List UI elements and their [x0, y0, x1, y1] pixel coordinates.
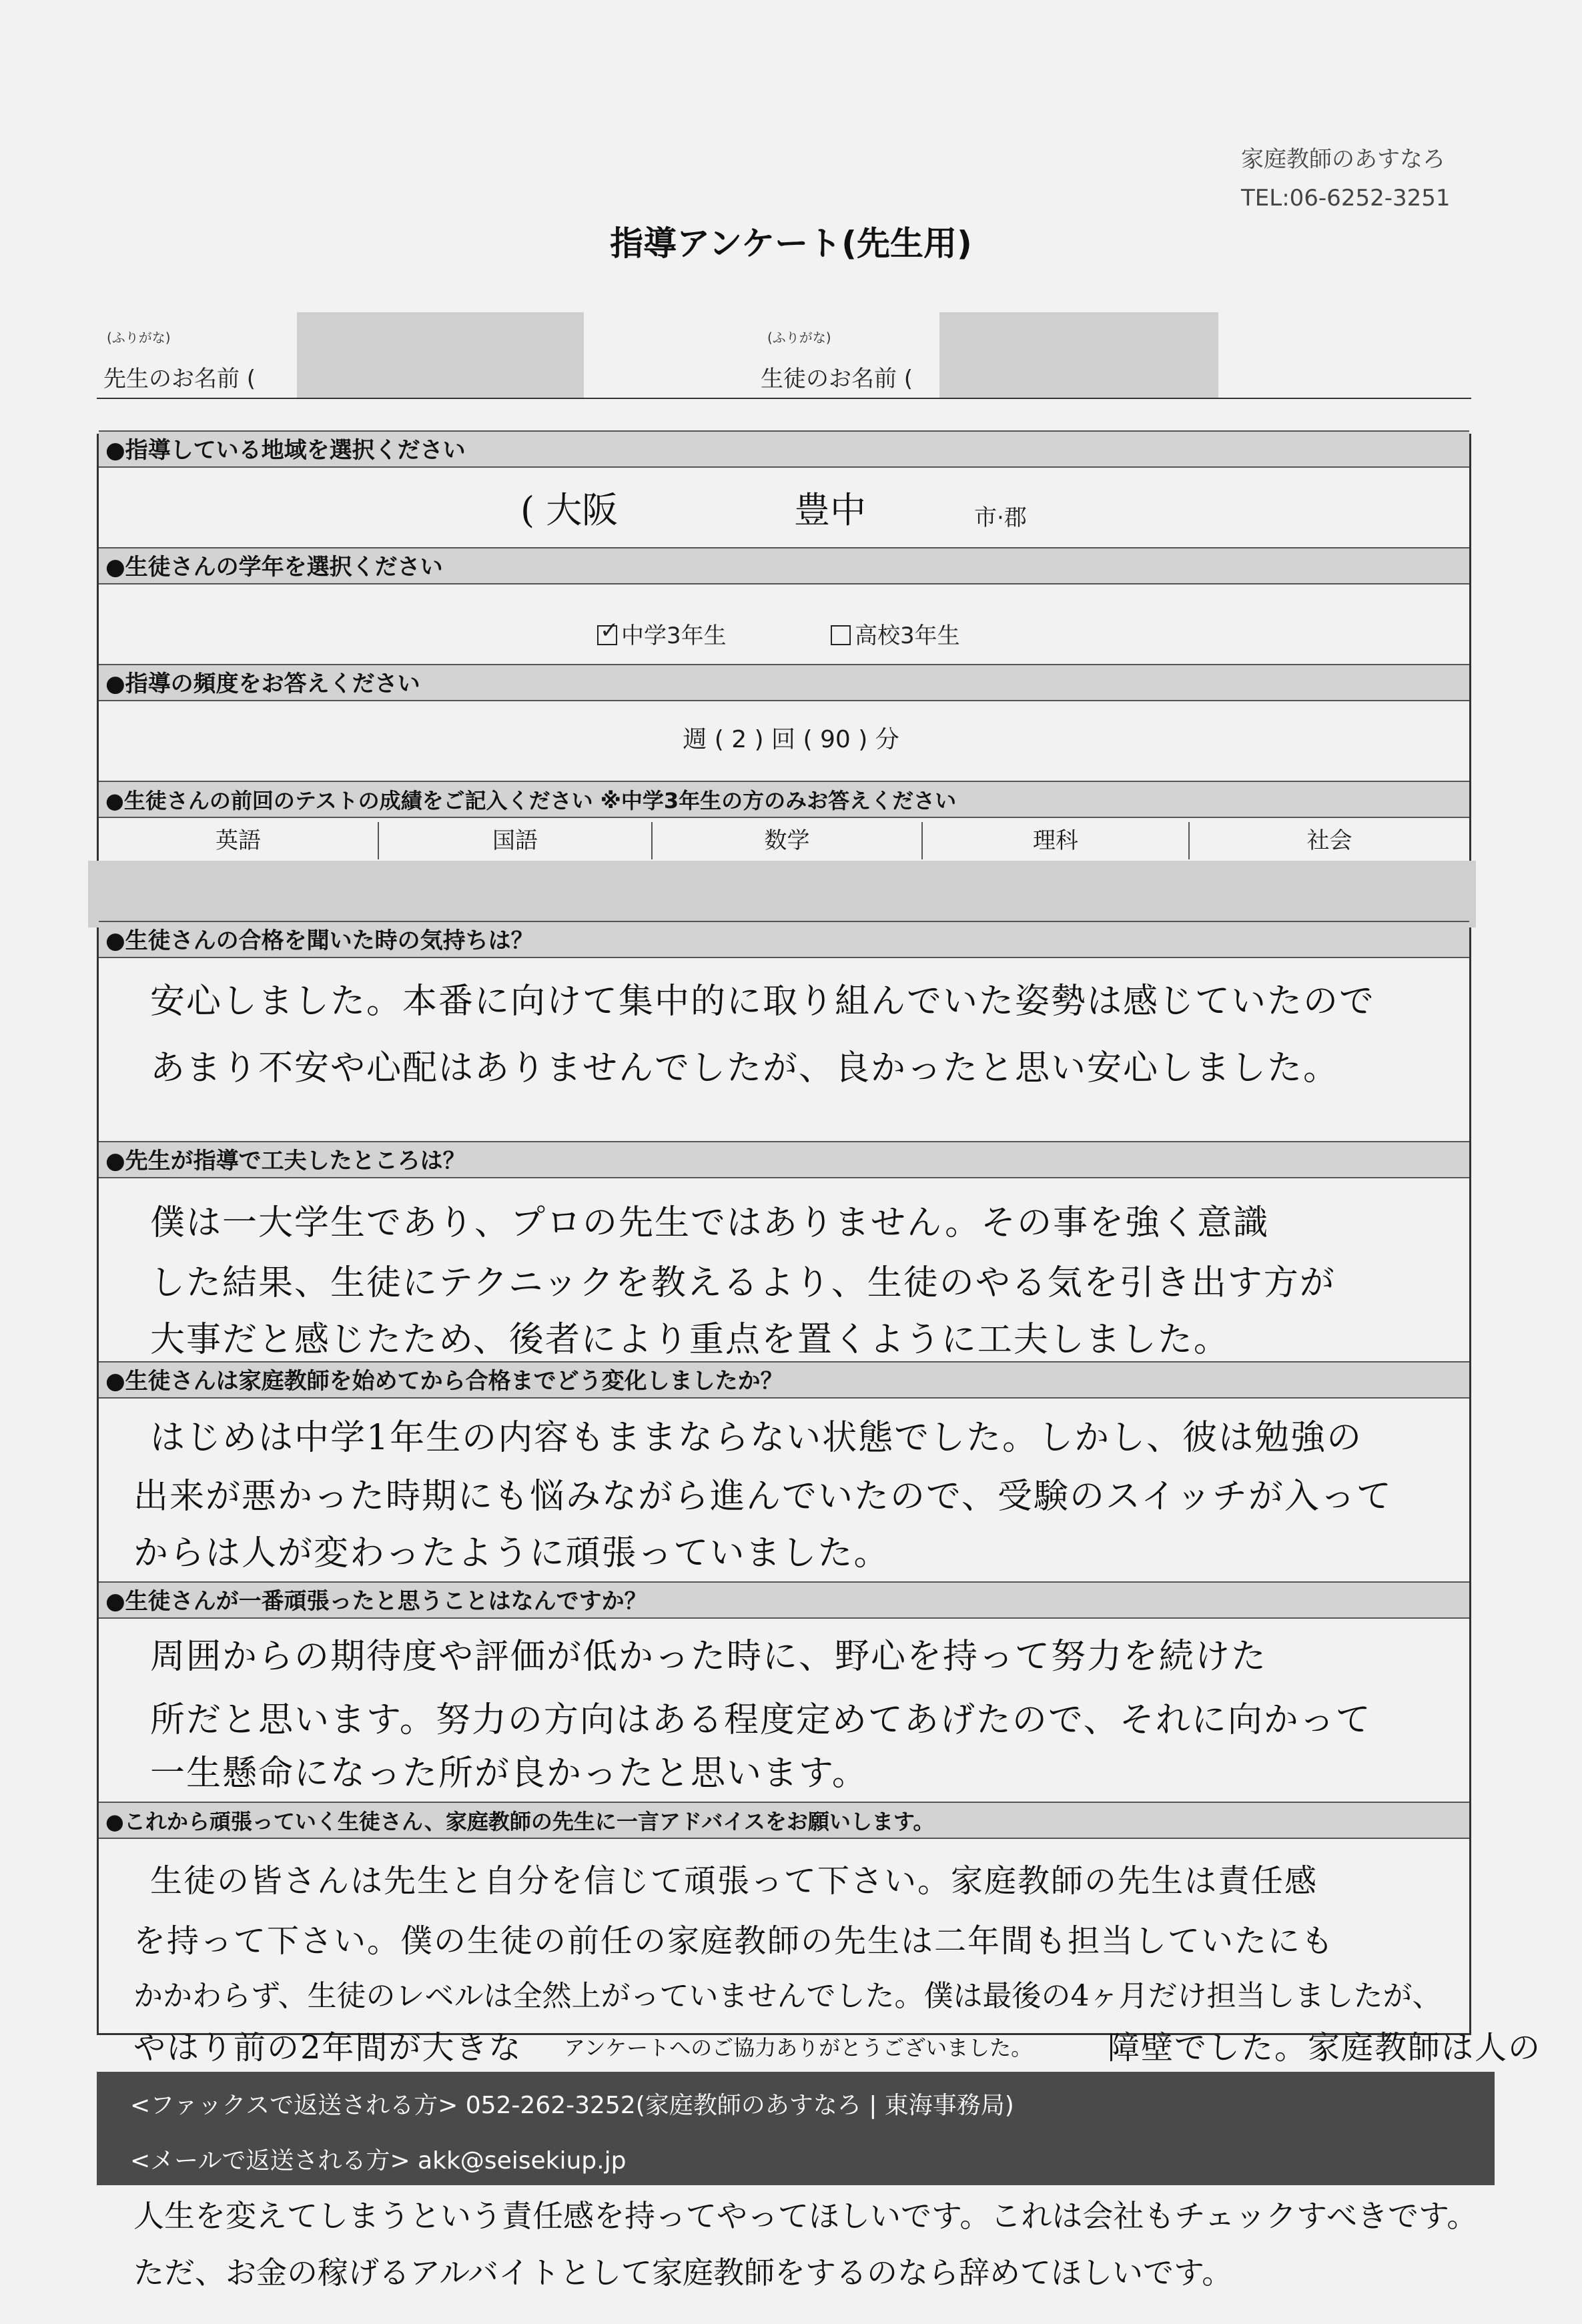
- advice-answer-line-2: を持って下さい。僕の生徒の前任の家庭教師の先生は二年間も担当していたにも: [133, 1922, 1335, 1960]
- advice-answer-line-3: かかわらず、生徒のレベルは全然上がっていませんでした。僕は最後の4ヶ月だけ担当しましたが、: [133, 1979, 1442, 2013]
- page-title: 指導アンケート(先生用): [610, 224, 972, 263]
- teacher-name-redacted: [297, 312, 584, 398]
- feeling-section-header: ●生徒さんの合格を聞いた時の気持ちは？: [99, 921, 1469, 958]
- best-answer-line-3: 一生懸命になった所が良かったと思います。: [150, 1754, 868, 1794]
- effort-answer-line-1: 僕は一大学生であり、プロの先生ではありません。その事を強く意識: [150, 1203, 1270, 1243]
- name-underline: [97, 398, 1471, 399]
- grade-option-jh3[interactable]: ✓中学3年生: [597, 617, 727, 650]
- student-furigana-label: (ふりがな): [767, 330, 831, 346]
- checkbox-checked-icon[interactable]: [597, 625, 617, 645]
- feeling-answer-line-1: 安心しました。本番に向けて集中的に取り組んでいた姿勢は感じていたので: [150, 982, 1376, 1022]
- change-answer-line-2: 出来が悪かった時期にも悩みながら進んでいたので、受験のスイッチが入って: [133, 1477, 1393, 1517]
- feeling-answer-line-2: あまり不安や心配はありませんでしたが、良かったと思い安心しました。: [150, 1048, 1340, 1088]
- checkbox-icon[interactable]: [831, 625, 851, 645]
- student-name-redacted: [939, 312, 1218, 398]
- best-section-header: ●生徒さんが一番頑張ったと思うことはなんですか？: [99, 1581, 1469, 1619]
- frequency-value: 週 ( 2 ) 回 ( 90 ) 分: [683, 726, 899, 753]
- area-city-value: 豊中: [794, 489, 866, 531]
- grade-section-header: ●生徒さんの学年を選択ください: [99, 547, 1469, 585]
- thanks-message: アンケートへのご協力ありがとうございました。: [564, 2035, 1033, 2060]
- student-name-label: 生徒のお名前 (: [761, 366, 913, 392]
- change-answer-line-1: はじめは中学1年生の内容もままならない状態でした。しかし、彼は勉強の: [150, 1418, 1363, 1458]
- advice-after-line-2: ただ、お金の稼げるアルバイトとして家庭教師をするのなら辞めてほしいです。: [133, 2255, 1233, 2291]
- teacher-furigana-label: (ふりがな): [107, 330, 171, 346]
- fax-info: <ファックスで返送される方> 052-262-3252(家庭教師のあすなろ | 東海事務局): [130, 2092, 1014, 2119]
- advice-answer-continued: 障壁でした。家庭教師は人の: [1108, 2029, 1542, 2066]
- change-section-header: ●生徒さんは家庭教師を始めてから合格までどう変化しましたか？: [99, 1361, 1469, 1399]
- subject-science: 理科: [923, 822, 1190, 859]
- advice-section-header: ●これから頑張っていく生徒さん、家庭教師の先生に一言アドバイスをお願いします。: [99, 1802, 1469, 1839]
- teacher-name-label: 先生のお名前 (: [103, 366, 256, 392]
- scores-redacted: [88, 861, 1476, 927]
- subject-social: 社会: [1306, 827, 1352, 854]
- frequency-section-header: ●指導の頻度をお答えください: [99, 664, 1469, 701]
- change-answer-line-3: からは人が変わったように頑張っていました。: [133, 1533, 890, 1573]
- effort-answer-line-3: 大事だと感じたため、後者により重点を置くように工夫しました。: [150, 1320, 1230, 1360]
- area-section-header: ●指導している地域を選択ください: [99, 430, 1469, 468]
- effort-section-header: ●先生が指導で工夫したところは？: [99, 1141, 1469, 1178]
- company-info: [1241, 140, 1451, 218]
- best-answer-line-1: 周囲からの期待度や評価が低かった時に、野心を持って努力を続けた: [150, 1637, 1268, 1677]
- email-info: <メールで返送される方> akk@seisekiup.jp: [130, 2147, 627, 2175]
- advice-answer-line-1: 生徒の皆さんは先生と自分を信じて頑張って下さい。家庭教師の先生は責任感: [150, 1862, 1318, 1900]
- advice-answer-line-4: やはり前の2年間が大きな: [133, 2029, 522, 2066]
- area-city-suffix: 市·郡: [974, 504, 1027, 531]
- area-prefecture-value: ( 大阪: [520, 489, 619, 531]
- company-tel: TEL:06-6252-3251: [1241, 185, 1451, 212]
- best-answer-line-2: 所だと思います。努力の方向はある程度定めてあげたので、それに向かって: [150, 1700, 1372, 1740]
- advice-after-line-1: 人生を変えてしまうという責任感を持ってやってほしいです。これは会社もチェックすべきです。: [133, 2198, 1478, 2234]
- scores-section-header: ●生徒さんの前回のテストの成績をご記入ください ※中学3年生の方のみお答えください: [99, 781, 1469, 818]
- grade-option-hs3[interactable]: 高校3年生: [831, 617, 960, 650]
- subject-english: 英語: [99, 822, 379, 859]
- return-info-bar: [97, 2072, 1495, 2185]
- subject-japanese: 国語: [379, 822, 653, 859]
- company-name: 家庭教師のあすなろ: [1241, 146, 1445, 173]
- subject-math: 数学: [653, 822, 923, 859]
- effort-answer-line-2: した結果、生徒にテクニックを教えるより、生徒のやる気を引き出す方が: [150, 1263, 1336, 1303]
